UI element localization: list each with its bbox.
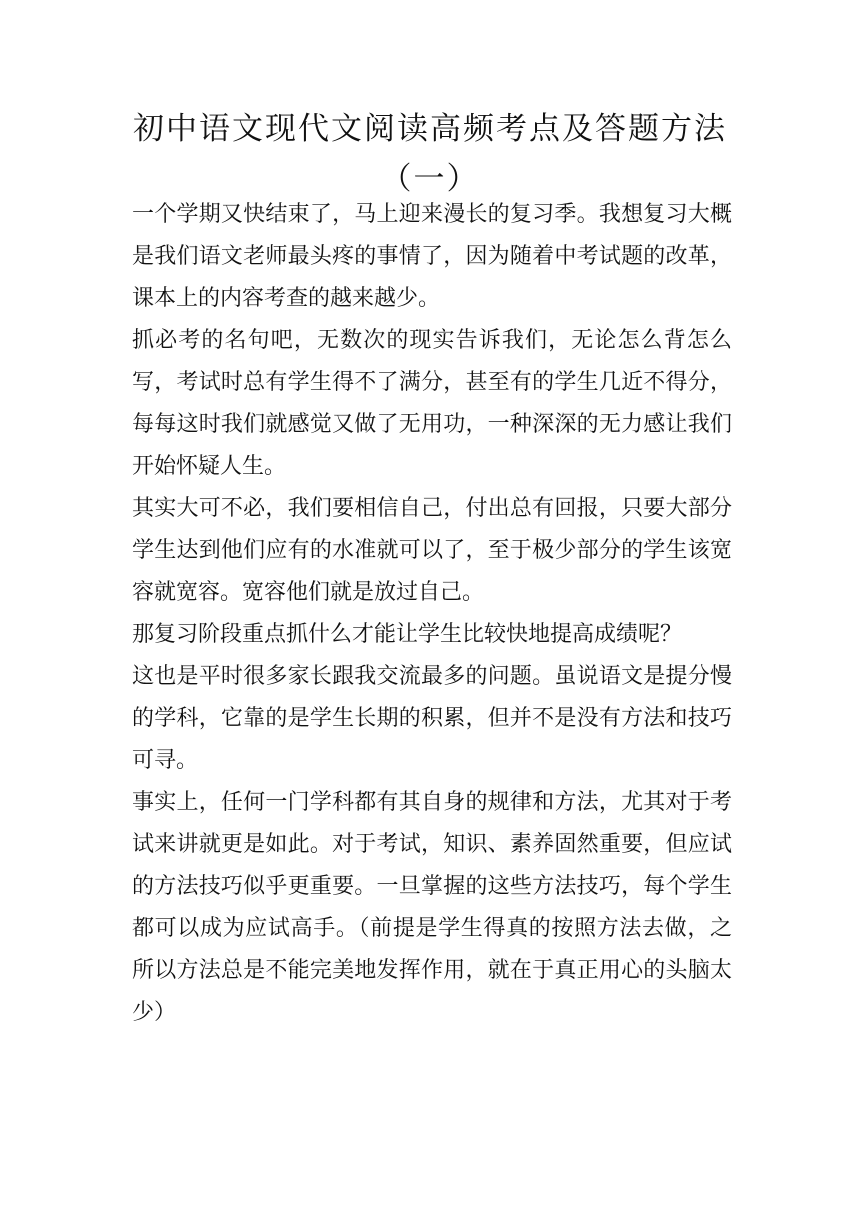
paragraph-5: 这也是平时很多家长跟我交流最多的问题。虽说语文是提分慢的学科，它靠的是学生长期的积累，但并不是没有方法和技巧可寻。 (132, 664, 732, 773)
title-line-1: 初中语文现代文阅读高频考点及答题方法 (133, 111, 727, 147)
paragraph-1: 一个学期又快结束了，马上迎来漫长的复习季。我想复习大概是我们语文老师最头疼的事情了，因为随着中考试题的改革，课本上的内容考查的越来越少。 (132, 202, 732, 311)
paragraph-4: 那复习阶段重点抓什么才能让学生比较快地提高成绩呢？ (132, 622, 683, 647)
document-body (132, 194, 732, 1034)
paragraph-6: 事实上，任何一门学科都有其自身的规律和方法，尤其对于考试来讲就更是如此。对于考试，知识、素养固然重要，但应试的方法技巧似乎更重要。一旦掌握的这些方法技巧，每个学生都可以成为应试高手。（前提是学生得真的按照方法去做，之所以方法总是不能完美地发挥作用，就在于真正用心的头脑太少） (132, 790, 732, 1025)
document-title (130, 104, 730, 204)
paragraph-3: 其实大可不必，我们要相信自己，付出总有回报，只要大部分学生达到他们应有的水准就可以了，至于极少部分的学生该宽容就宽容。宽容他们就是放过自己。 (132, 496, 732, 605)
paragraph-2: 抓必考的名句吧，无数次的现实告诉我们，无论怎么背怎么写，考试时总有学生得不了满分，甚至有的学生几近不得分，每每这时我们就感觉又做了无用功，一种深深的无力感让我们开始怀疑人生。 (132, 328, 732, 479)
title-line-2: （一） (380, 161, 480, 197)
